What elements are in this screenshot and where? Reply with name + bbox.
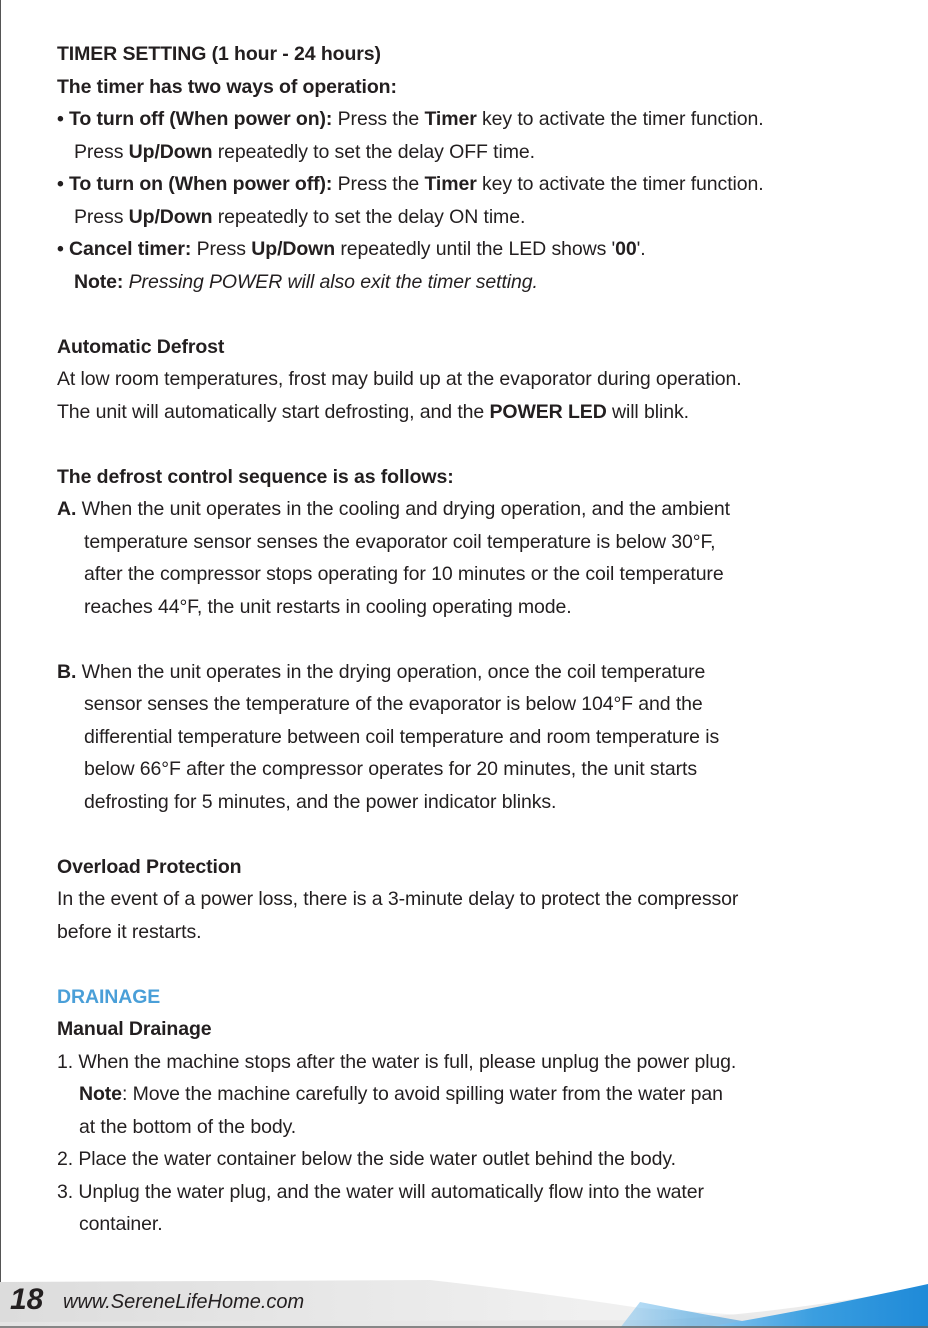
defrost-heading: Automatic Defrost <box>57 335 225 358</box>
defrost-item-b-line: defrosting for 5 minutes, and the power indicator blinks. <box>84 790 557 813</box>
timer-intro: The timer has two ways of operation: <box>57 75 397 98</box>
drainage-step-3: 3. Unplug the water plug, and the water will automatically flow into the water <box>57 1180 704 1203</box>
timer-off-line2: Press Up/Down repeatedly to set the delay OFF time. <box>74 140 535 163</box>
page-footer <box>0 1268 928 1328</box>
defrost-item-b-line: differential temperature between coil temperature and room temperature is <box>84 725 720 748</box>
defrost-item-b: B. When the unit operates in the drying operation, once the coil temperature <box>57 660 706 683</box>
drainage-step-1: 1. When the machine stops after the water is full, please unplug the power plug. <box>57 1050 737 1073</box>
item-b-label: B. <box>57 660 77 683</box>
overload-para-line1: In the event of a power loss, there is a 3-minute delay to protect the compressor <box>57 888 739 910</box>
overload-para-line2: before it restarts. <box>57 920 202 943</box>
page-number: 18 <box>10 1283 44 1316</box>
led-code: 00 <box>615 238 637 260</box>
defrost-para-line2: The unit will automatically start defrosting, and the POWER LED will blink. <box>57 400 689 423</box>
drainage-section-title: DRAINAGE <box>57 985 161 1008</box>
defrost-item-b-line: below 66°F after the compressor operates for 20 minutes, the unit starts <box>84 758 697 780</box>
website-url[interactable]: www.SereneLifeHome.com <box>63 1291 305 1313</box>
updown-key: Up/Down <box>128 140 213 163</box>
timer-cancel-label: • Cancel timer: <box>57 238 192 260</box>
page-border <box>0 0 1 1328</box>
timer-heading: TIMER SETTING (1 hour - 24 hours) <box>57 43 381 65</box>
defrost-item-a-line: after the compressor stops operating for 10 minutes or the coil temperature <box>84 563 724 585</box>
defrost-item-a-line: temperature sensor senses the evaporator coil temperature is below 30°F, <box>84 530 716 553</box>
timer-key: Timer <box>424 108 477 130</box>
note-text: Pressing POWER will also exit the timer setting. <box>123 270 538 293</box>
timer-on-label: • To turn on (When power off): <box>57 173 333 195</box>
manual-drainage-heading: Manual Drainage <box>57 1018 212 1040</box>
timer-key: Timer <box>424 173 477 195</box>
timer-on-line: • To turn on (When power off): Press the Timer key to activate the timer function. <box>57 173 764 195</box>
drainage-step-3-line2: container. <box>79 1213 163 1235</box>
defrost-item-a-line: reaches 44°F, the unit restarts in cooling operating mode. <box>84 595 572 618</box>
power-led-label: POWER LED <box>489 400 607 423</box>
updown-key: Up/Down <box>128 205 213 228</box>
note-label: Note: <box>74 270 124 293</box>
defrost-item-b-line: sensor senses the temperature of the evaporator is below 104°F and the <box>84 693 703 715</box>
timer-note <box>57 266 877 299</box>
timer-off-label: • To turn off (When power on): <box>57 108 333 130</box>
defrost-para-line1: At low room temperatures, frost may build up at the evaporator during operation. <box>57 368 742 390</box>
note-label: Note <box>79 1083 122 1105</box>
timer-on-line2: Press Up/Down repeatedly to set the delay ON time. <box>74 205 526 228</box>
defrost-item-a: A. When the unit operates in the cooling and drying operation, and the ambient <box>57 498 730 520</box>
drainage-step-2: 2. Place the water container below the side water outlet behind the body. <box>57 1148 676 1170</box>
timer-off-line: • To turn off (When power on): Press the Timer key to activate the timer function. <box>57 108 764 130</box>
timer-cancel-line: • Cancel timer: Press Up/Down repeatedly until the LED shows '00'. <box>57 238 646 260</box>
item-a-label: A. <box>57 498 77 520</box>
defrost-sequence-heading: The defrost control sequence is as follows: <box>57 465 454 488</box>
drainage-step-1-note-line2: at the bottom of the body. <box>79 1115 297 1138</box>
overload-heading: Overload Protection <box>57 855 242 878</box>
updown-key: Up/Down <box>251 238 336 260</box>
page-content <box>57 38 877 1241</box>
drainage-step-1-note: Note: Move the machine carefully to avoid spilling water from the water pan <box>79 1083 723 1105</box>
